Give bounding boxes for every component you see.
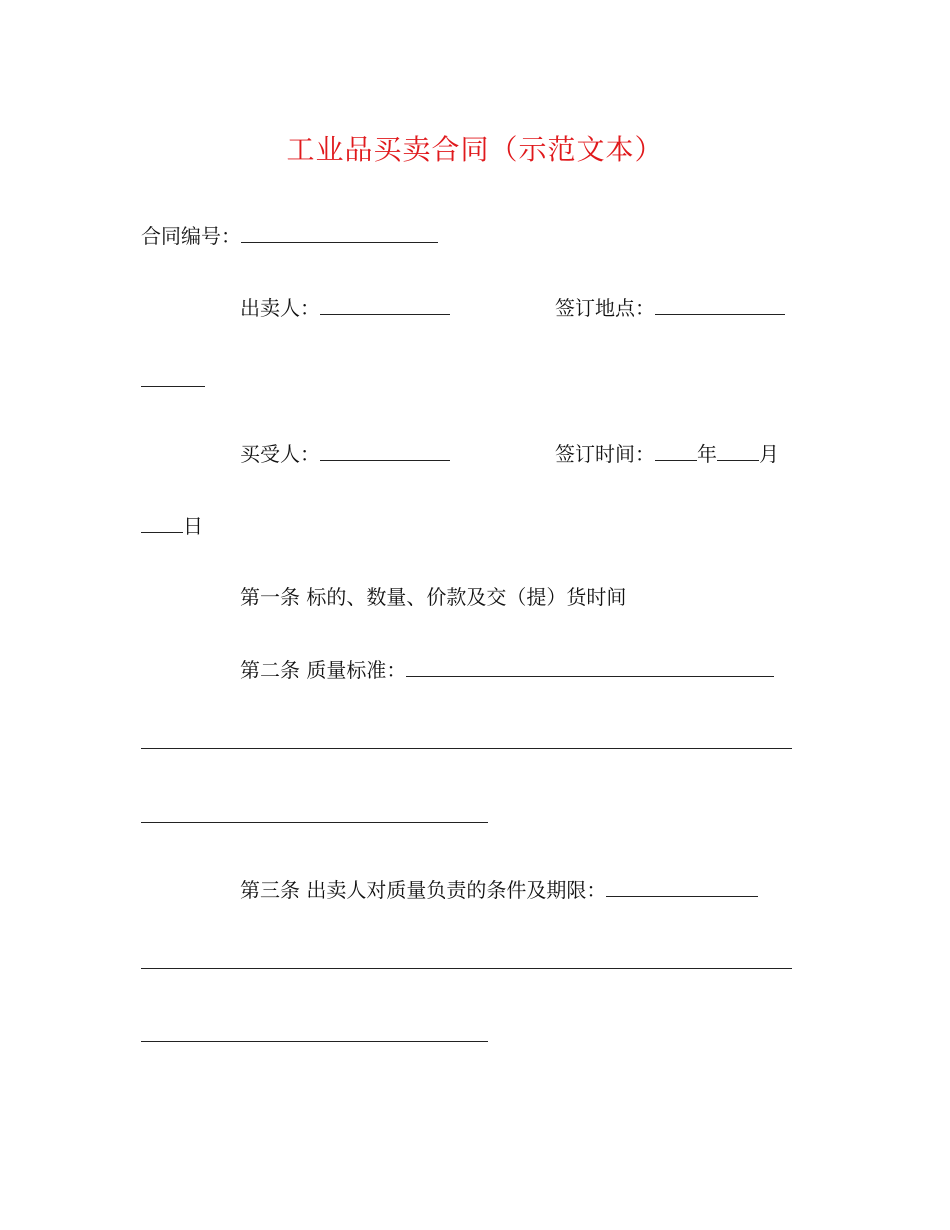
seller-row <box>240 294 450 321</box>
seller-blank[interactable] <box>320 294 450 315</box>
month-blank[interactable] <box>717 440 759 461</box>
day-blank[interactable] <box>141 512 183 533</box>
sign-place-blank-continued[interactable] <box>141 386 205 387</box>
sign-place-blank[interactable] <box>655 294 785 315</box>
buyer-label: 买受人： <box>240 442 320 466</box>
sign-place-label: 签订地点： <box>555 296 655 320</box>
article-1: 第一条 标的、数量、价款及交（提）货时间 <box>240 585 627 609</box>
article-3-row <box>240 876 758 903</box>
sign-time-row <box>555 440 779 467</box>
month-label: 月 <box>759 442 779 466</box>
quality-standard-blank[interactable] <box>406 656 774 677</box>
document-title: 工业品买卖合同（示范文本） <box>286 133 664 166</box>
year-label: 年 <box>697 442 717 466</box>
day-label: 日 <box>183 514 203 538</box>
contract-number-blank[interactable] <box>241 222 438 243</box>
article-2-label: 第二条 质量标准： <box>240 658 407 682</box>
buyer-blank[interactable] <box>320 440 450 461</box>
seller-label: 出卖人： <box>240 296 320 320</box>
article-2-row <box>240 656 774 683</box>
contract-number-label: 合同编号： <box>141 224 241 248</box>
quality-liability-line-3[interactable] <box>141 1041 488 1042</box>
buyer-row <box>240 440 450 467</box>
contract-number-row <box>141 222 438 249</box>
quality-liability-line-2[interactable] <box>141 968 792 969</box>
quality-liability-blank[interactable] <box>606 876 758 897</box>
sign-place-row <box>555 294 785 321</box>
sign-time-label: 签订时间： <box>555 442 655 466</box>
quality-standard-line-3[interactable] <box>141 822 488 823</box>
year-blank[interactable] <box>655 440 697 461</box>
article-3-label: 第三条 出卖人对质量负责的条件及期限： <box>240 878 607 902</box>
quality-standard-line-2[interactable] <box>141 748 792 749</box>
day-row <box>141 512 203 539</box>
